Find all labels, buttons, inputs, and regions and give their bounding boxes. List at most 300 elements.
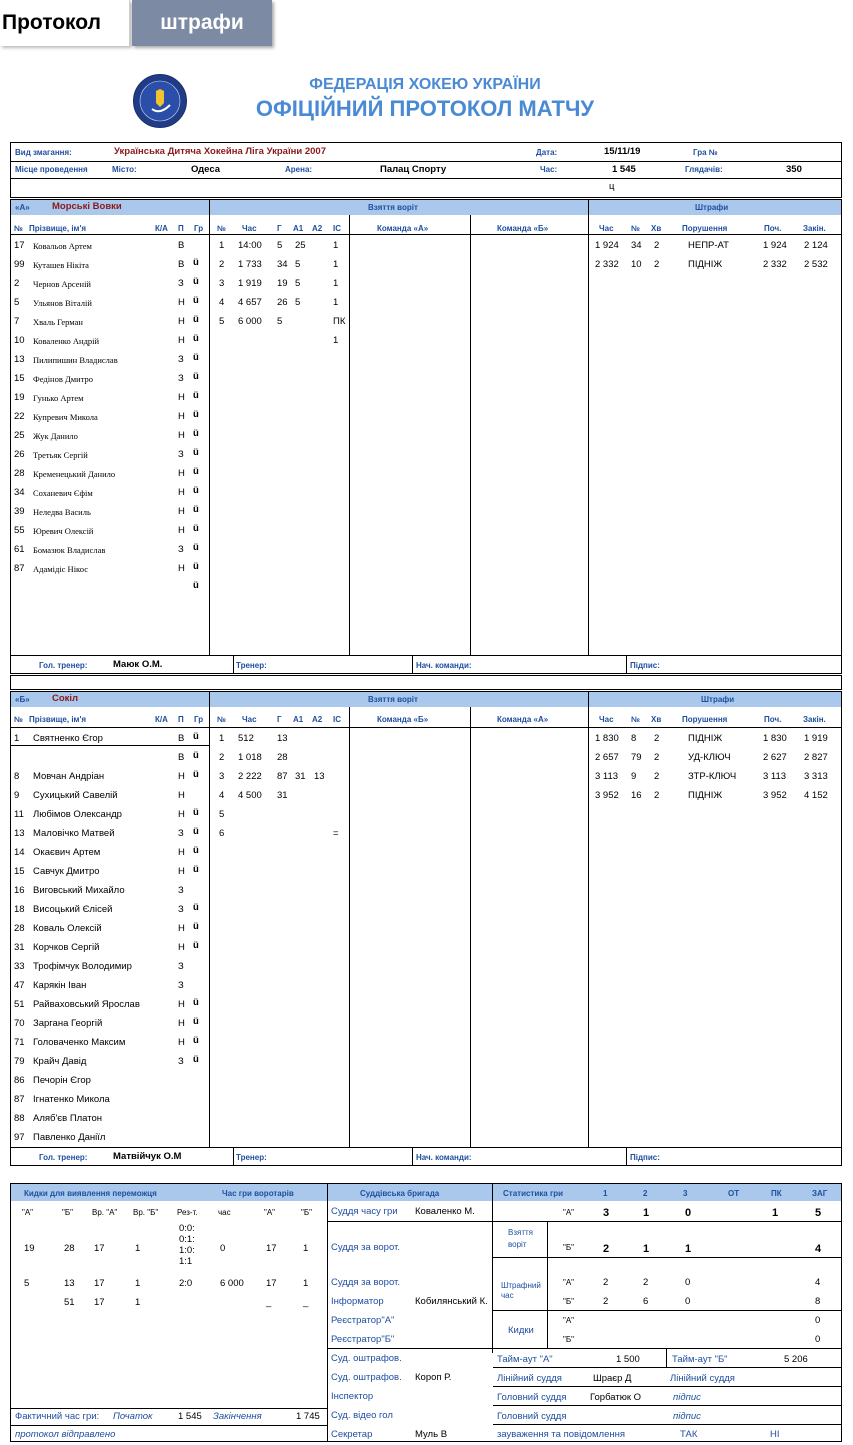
- player-played-mark: ü: [193, 561, 199, 572]
- player-name: Гунько Артем: [33, 393, 84, 403]
- tab-penalties[interactable]: штрафи: [132, 0, 272, 46]
- player-position: В: [178, 733, 185, 744]
- player-played-mark: ü: [193, 371, 199, 382]
- goal-time: 2 222: [238, 771, 262, 782]
- player-played-mark: ü: [193, 940, 199, 951]
- shootout-cell: 1: [135, 1243, 141, 1254]
- referee-role: Суддя за ворот.: [331, 1242, 400, 1253]
- col-header-is: ІС: [333, 715, 341, 724]
- goals-label: Взяття воріт: [508, 1228, 533, 1249]
- player-number: 87: [14, 1094, 25, 1105]
- col-header-p: П: [178, 224, 184, 233]
- player-number: 34: [14, 487, 25, 498]
- player-number: 28: [14, 923, 25, 934]
- player-name: Кременецький Данило: [33, 469, 116, 479]
- player-position: З: [178, 904, 184, 915]
- shootout-col-header: Вр. "Б": [133, 1208, 159, 1217]
- page-title: ОФІЦІЙНИЙ ПРОТОКОЛ МАТЧУ: [255, 96, 595, 121]
- player-played-mark: ü: [193, 769, 199, 780]
- col-header-pt: Час: [599, 224, 614, 233]
- goal-situation: =: [333, 828, 339, 839]
- player-number: 55: [14, 525, 25, 536]
- col-header-pst: Поч.: [764, 224, 782, 233]
- goal-situation: 1: [333, 278, 339, 289]
- team-a-coach: Маюк О.М.: [113, 659, 163, 670]
- period-header: ЗАГ: [812, 1189, 828, 1198]
- pen-b-p3: 0: [685, 1296, 691, 1307]
- player-name: Святненко Єгор: [33, 733, 103, 744]
- player-number: 25: [14, 430, 25, 441]
- goal-number: 1: [219, 733, 225, 744]
- player-played-mark: ü: [193, 921, 199, 932]
- player-position: З: [178, 828, 184, 839]
- player-played-mark: ü: [193, 731, 199, 742]
- shootout-cell: 28: [64, 1243, 75, 1254]
- competition: Українська Дитяча Хокейна Ліга України 2007: [114, 146, 326, 157]
- shootout-cell: 0:0: 0:1: 1:0: 1:1: [179, 1223, 195, 1267]
- linesman-1: Шраєр Д: [593, 1373, 632, 1384]
- penalty-start: 3 952: [763, 790, 787, 801]
- referees-title: Суддівська бригада: [360, 1189, 440, 1198]
- shootout-cell: 17: [94, 1243, 105, 1254]
- penalty-player: 9: [631, 771, 637, 782]
- goals-a-p1: 3: [603, 1207, 610, 1219]
- goalkeeper-time-title: Час гри воротарів: [222, 1189, 294, 1198]
- player-played-mark: ü: [193, 542, 199, 553]
- player-played-mark: ü: [193, 864, 199, 875]
- player-name: Любімов Олександр: [33, 809, 122, 820]
- referee-role: Реєстратор"А": [331, 1315, 395, 1326]
- player-position: Н: [178, 468, 185, 479]
- player-position: З: [178, 961, 184, 972]
- goal-scorer: 5: [277, 240, 283, 251]
- shots-a-side: "А": [563, 1316, 575, 1325]
- goal-scorer: 13: [277, 733, 288, 744]
- penalty-end: 2 124: [804, 240, 828, 251]
- col-header-a1: А1: [293, 715, 304, 724]
- start-label: Початок: [113, 1411, 153, 1422]
- referee-name: Муль В: [415, 1429, 448, 1440]
- col-header-pn: №: [631, 224, 640, 233]
- col-header-gtime: Час: [242, 715, 257, 724]
- referee-name: Короп Р.: [415, 1372, 452, 1383]
- shootout-cell: 13: [64, 1278, 75, 1289]
- timeout-a: 1 500: [616, 1354, 640, 1365]
- col-header-pt: Час: [599, 715, 614, 724]
- linesman-1-label: Лінійний суддя: [497, 1373, 562, 1384]
- shootout-cell: 1: [303, 1278, 309, 1289]
- player-position: Н: [178, 999, 185, 1010]
- penalty-end: 2 827: [804, 752, 828, 763]
- player-number: 2: [14, 278, 20, 289]
- player-position: Н: [178, 411, 185, 422]
- shootout-col-header: "Б": [301, 1208, 312, 1217]
- player-name: Сухицький Савелій: [33, 790, 118, 801]
- player-played-mark: ü: [193, 1016, 199, 1027]
- penalty-minutes: 2: [654, 733, 660, 744]
- penalty-end: 4 152: [804, 790, 828, 801]
- col-header-g: Г: [277, 715, 282, 724]
- goal-scorer: 5: [277, 316, 283, 327]
- shootout-cell: 17: [266, 1278, 277, 1289]
- player-number: 70: [14, 1018, 25, 1029]
- pen-b-p2: 6: [643, 1296, 649, 1307]
- goal-number: 3: [219, 771, 225, 782]
- grid-line: [328, 1221, 842, 1222]
- player-name: Юревич Олексій: [33, 526, 94, 536]
- player-number: 9: [14, 790, 20, 801]
- penalty-end: 3 313: [804, 771, 828, 782]
- player-name: Мовчан Андріан: [33, 771, 105, 782]
- player-played-mark: ü: [193, 997, 199, 1008]
- pen-a-side: "А": [563, 1278, 575, 1287]
- penalty-player: 8: [631, 733, 637, 744]
- player-position: Н: [178, 923, 185, 934]
- period-header: ПК: [771, 1189, 782, 1198]
- end-time: 1 745: [296, 1411, 320, 1422]
- player-played-mark: ü: [193, 295, 199, 306]
- remarks-yes: ТАК: [680, 1429, 698, 1440]
- goal-situation: 1: [333, 335, 339, 346]
- penalty-start: 3 113: [763, 771, 787, 782]
- goal-time: 4 657: [238, 297, 262, 308]
- shootout-cell: 17: [266, 1243, 277, 1254]
- period-header: ОТ: [728, 1189, 740, 1198]
- col-header-is: ІС: [333, 224, 341, 233]
- referee-role: Суддя часу гри: [331, 1206, 398, 1217]
- player-position: Н: [178, 487, 185, 498]
- player-played-mark: ü: [193, 807, 199, 818]
- goal-assist-1: 5: [295, 297, 301, 308]
- shootout-col-header: "А": [22, 1208, 34, 1217]
- player-number: 14: [14, 847, 25, 858]
- player-played-mark: ü: [193, 504, 199, 515]
- referee-role: Суддя за ворот.: [331, 1277, 400, 1288]
- referee-role: Інспектор: [331, 1391, 374, 1402]
- team-a-penalties-title: Штрафи: [695, 203, 729, 212]
- goal-scorer: 87: [277, 771, 288, 782]
- player-number: 99: [14, 259, 25, 270]
- shootout-col-header: "А": [264, 1208, 276, 1217]
- player-position: Н: [178, 316, 185, 327]
- player-position: З: [178, 1056, 184, 1067]
- player-position: З: [178, 354, 184, 365]
- grid-line: [493, 1405, 842, 1406]
- pen-a-p2: 2: [643, 1277, 649, 1288]
- player-name: Пилипишин Владислав: [33, 355, 118, 365]
- referee-role: Інформатор: [331, 1296, 384, 1307]
- match-date: 15/11/19: [604, 146, 641, 157]
- player-number: 33: [14, 961, 25, 972]
- pen-a-p1: 2: [603, 1277, 609, 1288]
- player-position: З: [178, 278, 184, 289]
- goal-number: 4: [219, 297, 225, 308]
- penalty-time: 1 830: [595, 733, 619, 744]
- goal-number: 5: [219, 809, 225, 820]
- player-name: Головаченко Максим: [33, 1037, 126, 1048]
- col-header-num: №: [14, 715, 23, 724]
- player-number: 18: [14, 904, 25, 915]
- col-header-pend: Закін.: [803, 224, 826, 233]
- player-number: 87: [14, 563, 25, 574]
- player-name: Савчук Дмитро: [33, 866, 100, 877]
- referee-name: Кобилянський К.: [415, 1296, 488, 1307]
- pen-a-p3: 0: [685, 1277, 691, 1288]
- penalty-player: 34: [631, 240, 642, 251]
- team-a-chief-label: Нач. команди:: [416, 661, 472, 670]
- player-number: 15: [14, 373, 25, 384]
- goal-time: 6 000: [238, 316, 262, 327]
- team-b-label: «Б»: [15, 695, 30, 704]
- shootout-cell: 2:0: [179, 1278, 193, 1289]
- shootout-cell: 17: [94, 1278, 105, 1289]
- player-name: Жук Данило: [33, 431, 78, 441]
- col-header-teamB: Команда «Б»: [497, 224, 549, 233]
- player-position: Н: [178, 790, 185, 801]
- player-position: З: [178, 449, 184, 460]
- pen-b-p1: 2: [603, 1296, 609, 1307]
- player-name: Куташев Нікіта: [33, 260, 89, 270]
- penalty-end: 1 919: [804, 733, 828, 744]
- shootout-col-header: час: [218, 1208, 231, 1217]
- player-name: Маловічко Матвей: [33, 828, 115, 839]
- stats-title: Статистика гри: [503, 1189, 564, 1198]
- player-name: Крайч Давід: [33, 1056, 87, 1067]
- row-divider: [10, 745, 210, 746]
- timeout-b: 5 206: [784, 1354, 808, 1365]
- shootout-col-header: "Б": [62, 1208, 73, 1217]
- referee-name: Коваленко М.: [415, 1206, 475, 1217]
- goal-assist-1: 5: [295, 259, 301, 270]
- head-referee-1: Горбатюк О: [590, 1392, 642, 1403]
- federation-name: ФЕДЕРАЦІЯ ХОКЕЮ УКРАЇНИ: [309, 76, 541, 93]
- date-label: Дата:: [536, 148, 558, 157]
- penalty-player: 10: [631, 259, 642, 270]
- player-position: Н: [178, 847, 185, 858]
- goals-b-p2: 1: [643, 1243, 650, 1255]
- team-b-chief-label: Нач. команди:: [416, 1153, 472, 1162]
- penalty-violation: ЗТР-КЛЮЧ: [688, 771, 737, 782]
- shootout-cell: 5: [24, 1278, 30, 1289]
- penalty-time: 2 657: [595, 752, 619, 763]
- end-label: Закінчення: [213, 1411, 262, 1422]
- team-a-sign-label: Підпис:: [630, 661, 660, 670]
- col-header-a1: А1: [293, 224, 304, 233]
- col-header-g: Г: [277, 224, 282, 233]
- player-name: Карякін Іван: [33, 980, 87, 991]
- player-number: 71: [14, 1037, 25, 1048]
- grid-line: [493, 1257, 842, 1258]
- player-name: Аляб'єв Платон: [33, 1113, 103, 1124]
- team-b-penalties-title: Штрафи: [701, 695, 735, 704]
- player-number: 39: [14, 506, 25, 517]
- player-name: Ульянов Віталій: [33, 298, 92, 308]
- player-played-mark: ü: [193, 466, 199, 477]
- shootout-cell: 6 000: [220, 1278, 244, 1289]
- referee-role: Суд. оштрафов.: [331, 1372, 402, 1383]
- pen-a-tot: 4: [815, 1277, 821, 1288]
- col-header-ka: К/А: [155, 224, 168, 233]
- player-number: 79: [14, 1056, 25, 1067]
- player-position: Н: [178, 1018, 185, 1029]
- player-played-mark: ü: [193, 352, 199, 363]
- player-name: Виговський Михайло: [33, 885, 125, 896]
- goal-number: 5: [219, 316, 225, 327]
- pen-b-side: "Б": [563, 1297, 574, 1306]
- player-position: Н: [178, 430, 185, 441]
- grid-line: [493, 1310, 842, 1311]
- col-header-gnum: №: [217, 715, 226, 724]
- col-header-pv: Порушення: [682, 224, 728, 233]
- shootout-cell: 17: [94, 1297, 105, 1308]
- col-header-name: Прізвище, ім'я: [29, 715, 87, 724]
- player-name: Окаєвич Артем: [33, 847, 101, 858]
- goal-situation: 1: [333, 297, 339, 308]
- penalty-player: 16: [631, 790, 642, 801]
- player-played-mark: ü: [193, 580, 199, 591]
- col-header-gtime: Час: [242, 224, 257, 233]
- col-header-teamA: Команда «А»: [497, 715, 549, 724]
- player-number: 47: [14, 980, 25, 991]
- goal-time: 1 733: [238, 259, 262, 270]
- goal-situation: 1: [333, 240, 339, 251]
- shootout-title: Кидки для виявлення переможця: [24, 1189, 157, 1198]
- goal-number: 3: [219, 278, 225, 289]
- goals-b-side: "Б": [563, 1243, 574, 1252]
- player-name: Чернов Арсеній: [33, 279, 91, 289]
- spacer-row: [10, 675, 842, 690]
- shootout-cell: 51: [64, 1297, 75, 1308]
- grid-line: [493, 1367, 842, 1368]
- player-name: Ковальов Артем: [33, 241, 92, 251]
- player-number: 10: [14, 335, 25, 346]
- team-a-label: «А»: [15, 203, 30, 212]
- player-name: Печорін Єгор: [33, 1075, 91, 1086]
- time-label: Час:: [540, 165, 558, 174]
- shootout-cell: 1: [135, 1278, 141, 1289]
- period-header: 2: [643, 1189, 648, 1198]
- spectators-label: Глядачів:: [685, 165, 723, 174]
- col-header-pn: №: [631, 715, 640, 724]
- goals-a-side: "А": [563, 1208, 575, 1217]
- shots-b-side: "Б": [563, 1335, 574, 1344]
- player-played-mark: ü: [193, 447, 199, 458]
- penalty-minutes: 2: [654, 790, 660, 801]
- goal-time: 14:00: [238, 240, 262, 251]
- player-played-mark: ü: [193, 276, 199, 287]
- goals-a-p2: 1: [643, 1207, 650, 1219]
- grid-line: [328, 1348, 842, 1349]
- player-played-mark: ü: [193, 390, 199, 401]
- col-header-num: №: [14, 224, 23, 233]
- col-header-pv: Порушення: [682, 715, 728, 724]
- goal-number: 2: [219, 259, 225, 270]
- col-header-gr: Гр: [194, 715, 204, 724]
- goal-assist-2: 13: [314, 771, 325, 782]
- goal-situation: 1: [333, 259, 339, 270]
- referee-role: Реєстратор"Б": [331, 1334, 395, 1345]
- player-played-mark: ü: [193, 428, 199, 439]
- player-number: 19: [14, 392, 25, 403]
- col-header-pm: Хв: [651, 715, 662, 724]
- player-name: Неледва Василь: [33, 507, 91, 517]
- player-position: В: [178, 259, 185, 270]
- player-name: Бомазюк Владислав: [33, 545, 106, 555]
- col-header-teamB: Команда «Б»: [377, 715, 429, 724]
- goal-time: 4 500: [238, 790, 262, 801]
- player-number: 8: [14, 771, 20, 782]
- team-b-trainer-label: Тренер:: [236, 1153, 267, 1162]
- player-name: Райваховський Ярослав: [33, 999, 140, 1010]
- player-number: 17: [14, 240, 25, 251]
- goal-scorer: 34: [277, 259, 288, 270]
- team-a-name: Морські Вовки: [52, 201, 122, 212]
- goals-b-tot: 4: [815, 1243, 822, 1255]
- player-number: 31: [14, 942, 25, 953]
- arena: Палац Спорту: [380, 164, 447, 175]
- player-number: 15: [14, 866, 25, 877]
- team-b-coach: Матвійчук О.М: [113, 1151, 182, 1162]
- goals-a-tot: 5: [815, 1207, 822, 1219]
- city-label: Місто:: [112, 165, 137, 174]
- tab-protocol[interactable]: Протокол: [0, 0, 130, 46]
- player-number: 51: [14, 999, 25, 1010]
- player-name: Адамідіс Нікос: [33, 564, 88, 574]
- team-a-coach-label: Гол. тренер:: [39, 661, 88, 670]
- goal-assist-1: 25: [295, 240, 306, 251]
- shootout-cell: _: [303, 1297, 309, 1308]
- player-number: 11: [14, 809, 24, 820]
- col-header-ka: К/А: [155, 715, 168, 724]
- player-name: Купревич Микола: [33, 412, 98, 422]
- player-number: 88: [14, 1113, 25, 1124]
- penalty-player: 79: [631, 752, 642, 763]
- penalty-minutes: 2: [654, 259, 660, 270]
- player-position: В: [178, 240, 185, 251]
- player-name: Третьяк Сергій: [33, 450, 88, 460]
- player-number: 26: [14, 449, 25, 460]
- shootout-col-header: Рез-т.: [177, 1208, 198, 1217]
- player-position: Н: [178, 866, 185, 877]
- penalty-violation: ПІДНІЖ: [688, 790, 723, 801]
- grid-line: [666, 1348, 667, 1367]
- player-position: З: [178, 544, 184, 555]
- player-name: Ігнатенко Микола: [33, 1094, 110, 1105]
- grid-line: [493, 1424, 842, 1425]
- penalty-end: 2 532: [804, 259, 828, 270]
- penalty-start: 2 332: [763, 259, 787, 270]
- penalty-time: 3 113: [595, 771, 619, 782]
- player-number: 28: [14, 468, 25, 479]
- penalty-time-label: Штрафний час: [501, 1281, 541, 1300]
- period-header: 3: [683, 1189, 688, 1198]
- grid-line: [547, 1221, 548, 1348]
- penalty-violation: НЕПР-АТ: [688, 240, 729, 251]
- player-name: Коваль Олексій: [33, 923, 102, 934]
- penalty-time: 2 332: [595, 259, 619, 270]
- col-header-pst: Поч.: [764, 715, 782, 724]
- player-number: 5: [14, 297, 20, 308]
- remarks-no: НІ: [770, 1429, 780, 1440]
- player-number: 61: [14, 544, 25, 555]
- player-played-mark: ü: [193, 845, 199, 856]
- head-referee-2-label: Головний суддя: [497, 1411, 567, 1422]
- player-number: 13: [14, 828, 25, 839]
- penalty-minutes: 2: [654, 771, 660, 782]
- federation-logo-icon: [133, 74, 187, 128]
- player-played-mark: ü: [193, 750, 199, 761]
- goal-scorer: 31: [277, 790, 288, 801]
